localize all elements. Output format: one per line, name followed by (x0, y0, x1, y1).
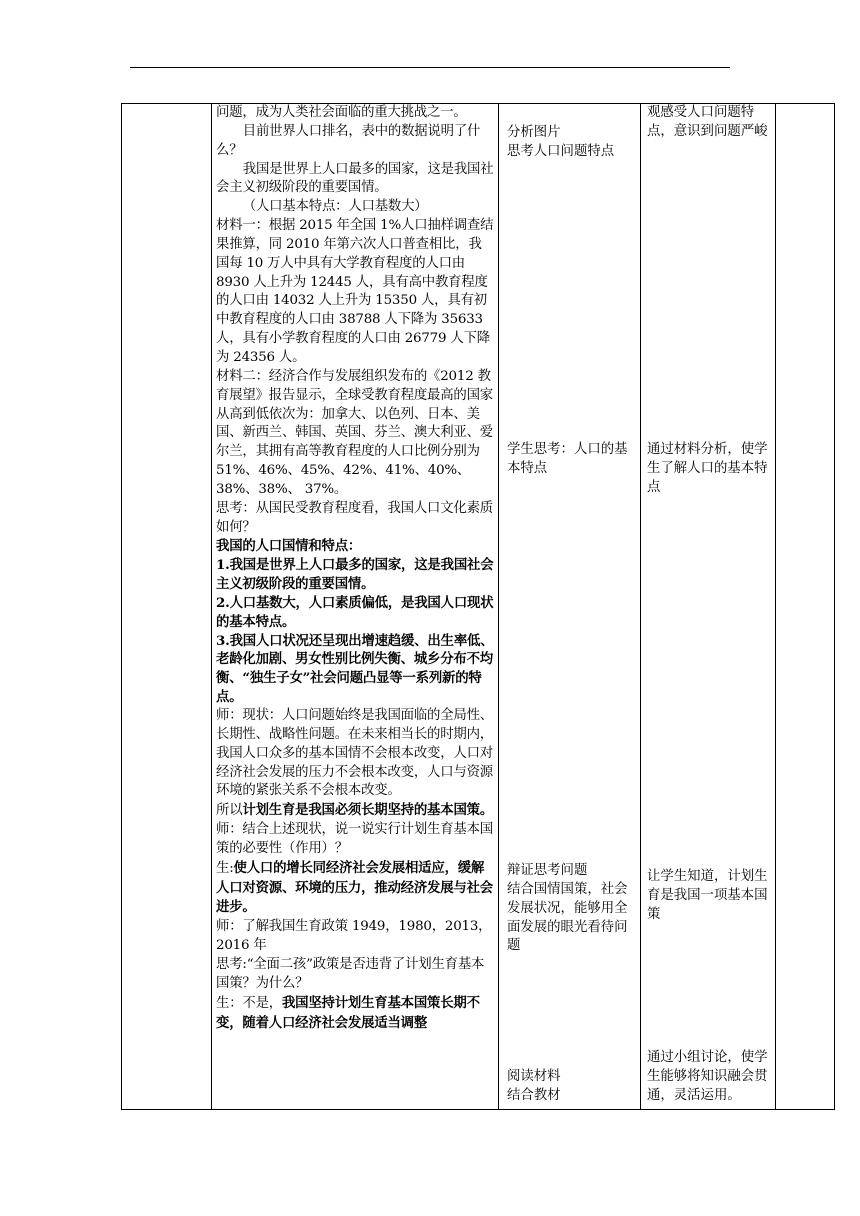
conclusion-paragraph: 所以计划生育是我国必须长期坚持的基本国策。 (216, 802, 494, 819)
policy-timeline: 师：了解我国生育政策 1949，1980，2013，2016 年 (216, 919, 492, 954)
two-child-question: 思考:“全面二孩”政策是否违背了计划生育基本国策？为什么？ (216, 956, 485, 991)
activity-think-features: 学生思考：人口的基本特点 (507, 442, 628, 476)
content-paragraph: 3.我国人口状况还呈现出增速趋缓、出生率低、老龄化加剧、男女性别比例失衡、城乡分布不均衡、“独生子女”社会问题凸显等一系列新的特点。 (216, 632, 494, 706)
teacher-question: 师：结合上述现状，说一说实行计划生育基本国策的必要性（作用）？ (216, 822, 494, 856)
content-paragraph: 思考：从国民受教育程度看，我国人口文化素质如何？ (216, 500, 494, 535)
content-paragraph: 材料一：根据 2015 年全国 1%人口抽样调查结果推算，同 2010 年第六次人口普查相比，我国每 10 万人中具有大学教育程度的人口由 8930 人上升为 12445 人，具有高中教育程度的人口由 14032 人上升为 15350 人，具有初中教育程度的人口由 38788 人下降为 35633 人，具有小学教育程度的人口由 26779 人下降为 24356 人。 (216, 218, 494, 365)
content-paragraph: 材料二：经济合作与发展组织发布的《2012 教育展望》报告显示，全球受教育程度最高的国家从高到低依次为：加拿大、以色列、日本、美国、新西兰、韩国、英国、芬兰、澳大利亚、爱尔兰，其拥有高等教育程度的人口比例分别为 51%、46%、45%、42%、41%、40%、38%、38%、 37%。 (216, 368, 494, 497)
table-bottom-border (121, 1109, 834, 1110)
content-paragraph: 2.人口基数大，人口素质偏低，是我国人口现状的基本特点。 (216, 594, 494, 630)
table-border-right (834, 103, 835, 1110)
activity-analyze-image: 分析图片 思考人口问题特点 (507, 125, 615, 159)
intent-discussion: 通过小组讨论，使学生能够将知识融会贯通，灵活运用。 (647, 1050, 768, 1103)
teaching-content-cell (216, 104, 494, 1033)
design-intent-cell (647, 104, 772, 1109)
content-paragraph: 1.我国是世界上人口最多的国家，这是我国社会主义初级阶段的重要国情。 (216, 557, 494, 593)
header-rule (130, 67, 730, 68)
content-paragraph: 问题，成为人类社会面临的重大挑战之一。 (216, 105, 467, 120)
two-child-answer: 生：不是，我国坚持计划生育基本国策长期不变，随着人口经济社会发展适当调整 (216, 994, 480, 1031)
table-border-col4 (775, 103, 776, 1110)
table-border-col2 (498, 103, 499, 1110)
student-answer: 生:使人口的增长同经济社会发展相适应，缓解人口对资源、环境的压力，推动经济发展与社会进步。 (216, 859, 494, 916)
content-paragraph: 我国的人口国情和特点： (216, 538, 362, 555)
content-paragraph: （人口基本特点：人口基数大） (242, 199, 428, 215)
table-border-col1 (211, 103, 212, 1110)
intent-basic-features: 通过材料分析，使学生了解人口的基本特点 (647, 442, 768, 495)
activity-dialectic: 辩证思考问题 结合国情国策，社会发展状况，能够用全面发展的眼光看待问题 (507, 863, 628, 954)
intent-severity: 观感受人口问题特点，意识到问题严峻 (647, 105, 768, 139)
intent-policy: 让学生知道，计划生育是我国一项基本国策 (647, 869, 768, 922)
table-border-col3 (640, 103, 641, 1110)
student-activity-cell (507, 104, 635, 1109)
table-border-left (121, 103, 122, 1110)
content-paragraph: 目前世界人口排名，表中的数据说明了什么？ (216, 123, 481, 158)
activity-read-material: 阅读材料 结合教材 (507, 1069, 561, 1103)
content-paragraph: 我国是世界上人口最多的国家，这是我国社会主义初级阶段的重要国情。 (216, 161, 494, 196)
content-paragraph: 师：现状：人口问题始终是我国面临的全局性、长期性、战略性问题。在未来相当长的时期内，我国人口众多的基本国情不会根本改变，人口对经济社会发展的压力不会根本改变，人口与资源环境的紧张关系不会根本改变。 (216, 708, 494, 799)
